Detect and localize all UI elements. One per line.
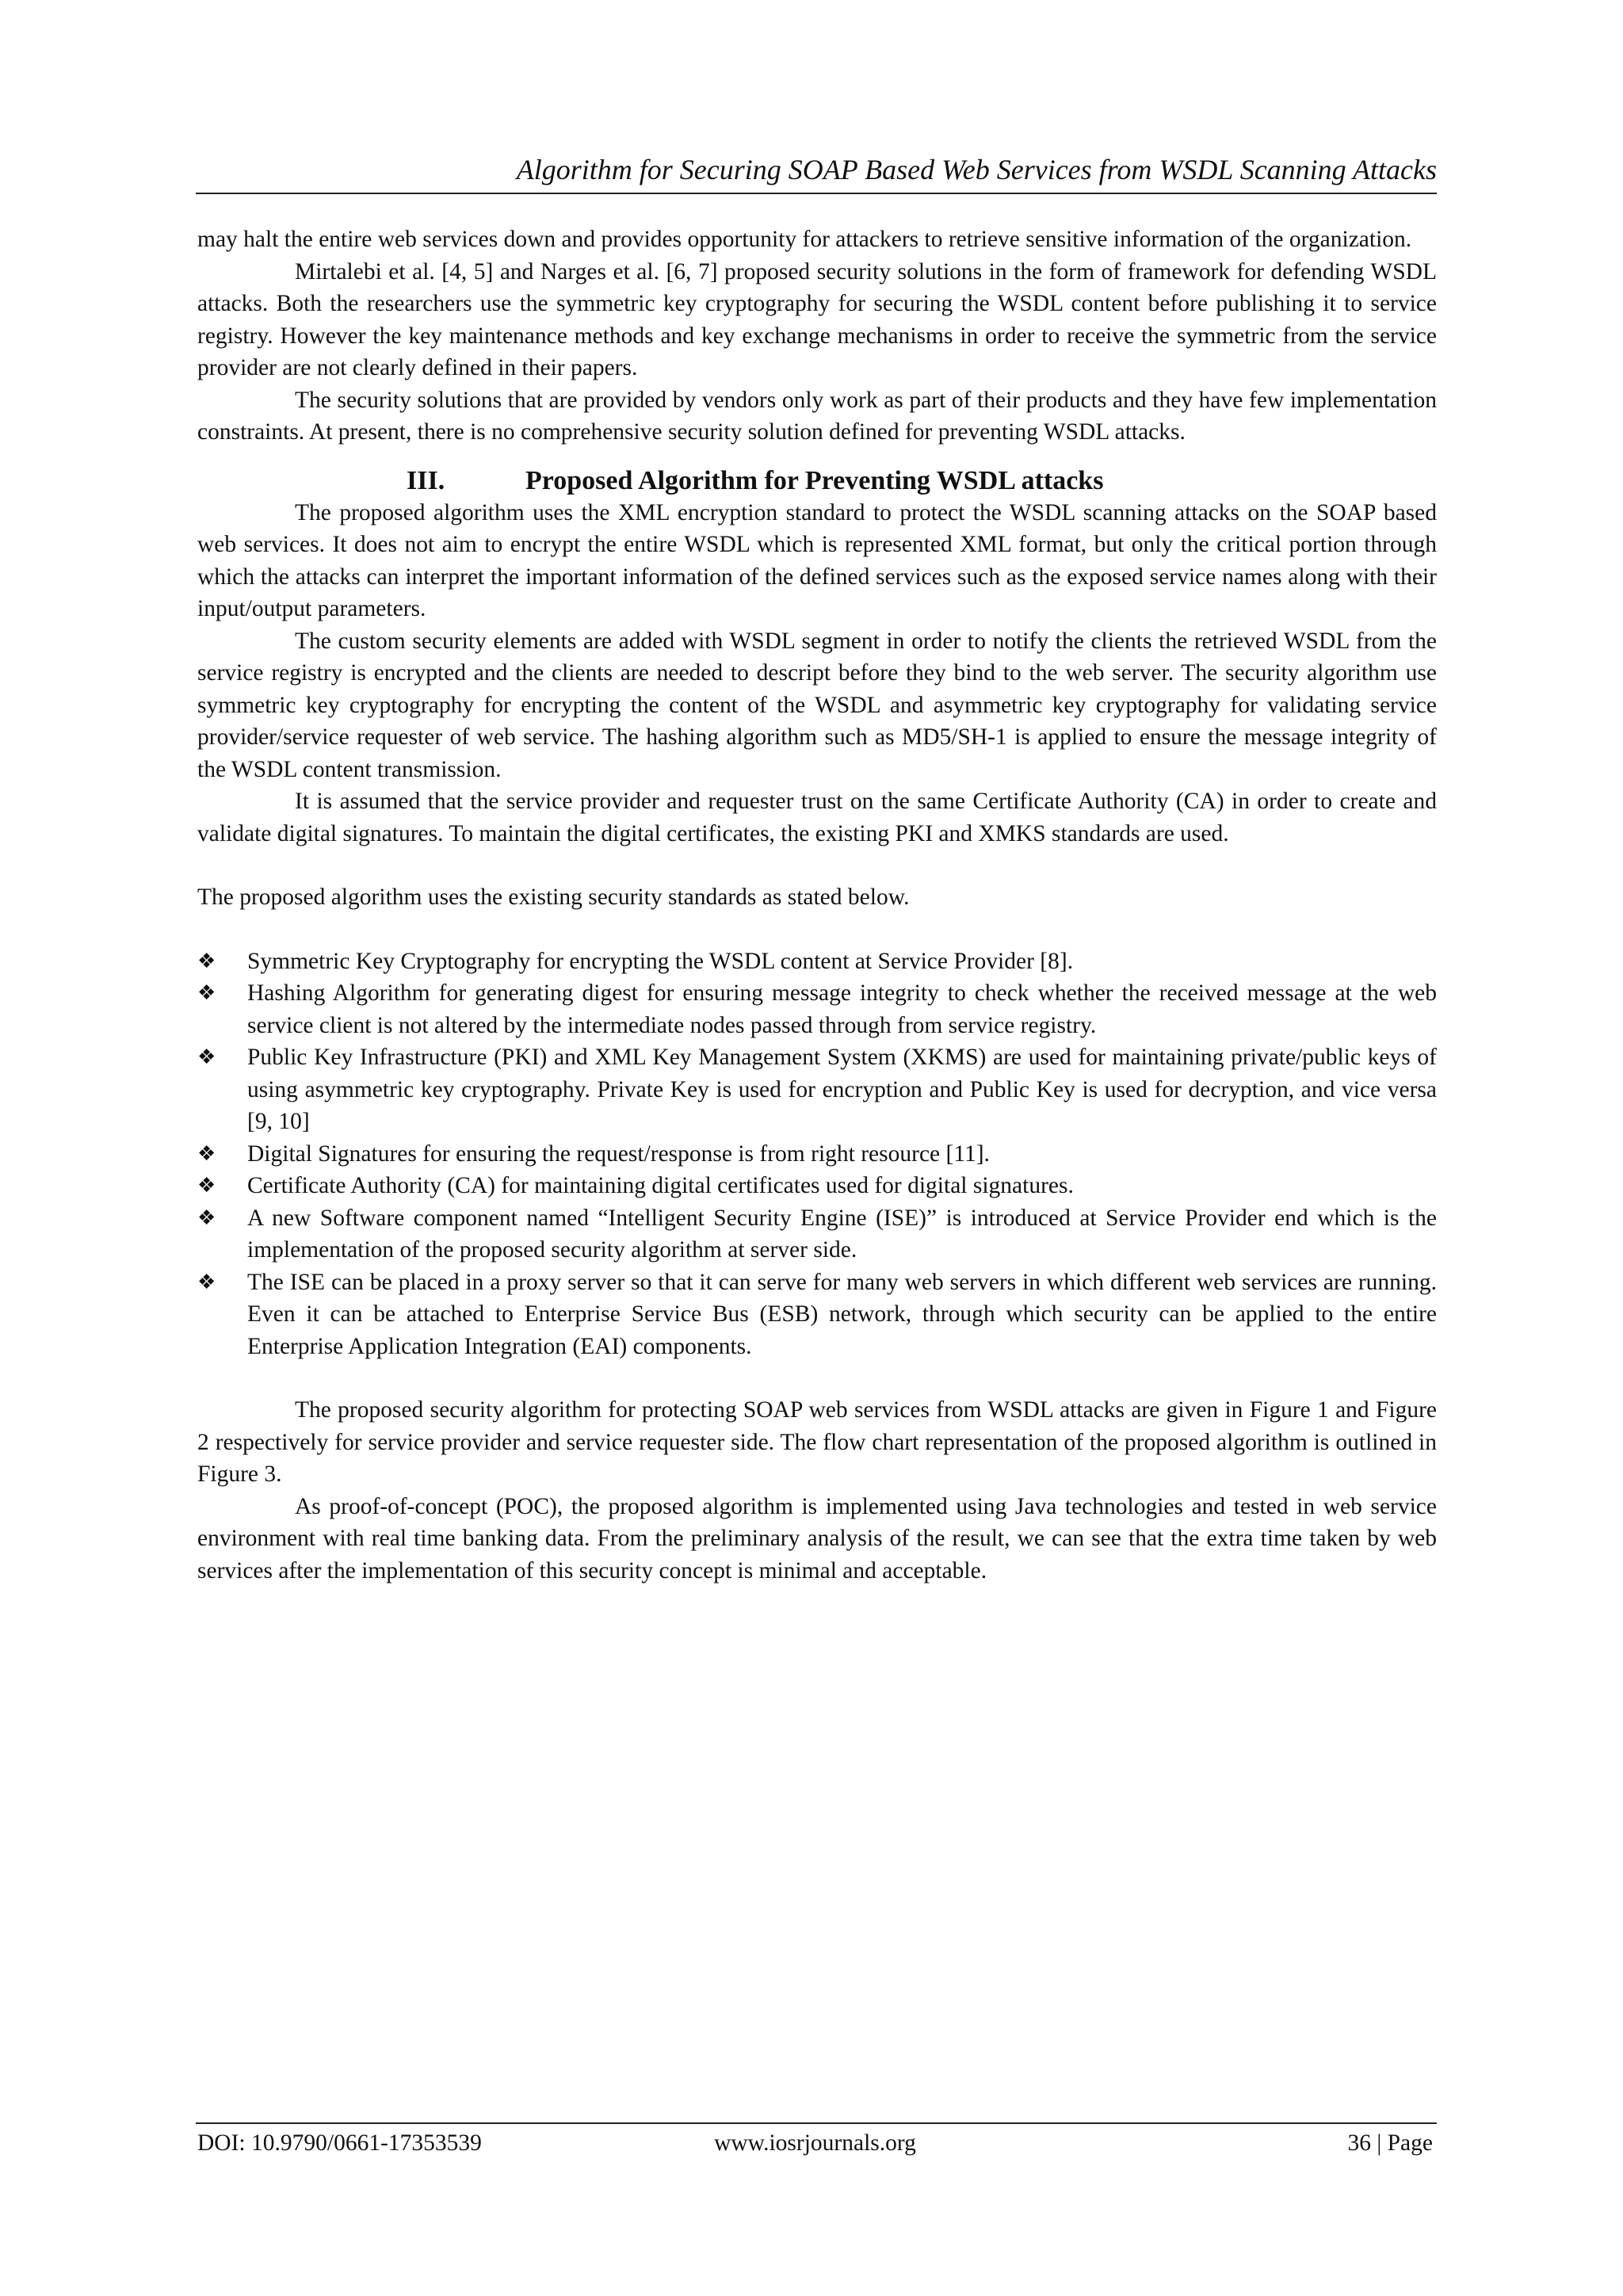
section-heading xyxy=(197,465,1437,497)
bullet-diamond-icon: ❖ xyxy=(197,1270,216,1294)
footer-website: www.iosrjournals.org xyxy=(714,2130,916,2156)
bullet-diamond-icon: ❖ xyxy=(197,1141,216,1166)
footer-page-number: 36 | Page xyxy=(1347,2130,1433,2156)
list-item-text: The ISE can be placed in a proxy server so that it can serve for many web servers in which different web services are running. Even it can be attached to Enterprise Service Bus (ESB) network, through which security can be applied to the entire Enterprise Application Integration (EAI) components. xyxy=(247,1269,1437,1359)
list-item-text: Symmetric Key Cryptography for encrypting the WSDL content at Service Provider [8]. xyxy=(247,948,1074,974)
list-item xyxy=(197,1041,1437,1138)
standards-list xyxy=(197,946,1437,1363)
list-item-text: A new Software component named “Intelligent Security Engine (ISE)” is introduced at Service Provider end which is the implementation of the proposed security algorithm at server side. xyxy=(247,1205,1437,1263)
list-item xyxy=(197,946,1437,978)
bullet-diamond-icon: ❖ xyxy=(197,1174,216,1198)
paragraph-related-work: Mirtalebi et al. [4, 5] and Narges et al. [6, 7] proposed security solutions in the form of framework for defending WSDL attacks. Both the researchers use the symmetric key cryptography for securing the WSDL content before publishing it to service registry. However the key maintenance methods and key exchange mechanisms in order to receive the symmetric from the service provider are not clearly defined in their papers. xyxy=(197,258,1437,380)
section-title: Proposed Algorithm for Preventing WSDL attacks xyxy=(525,465,1104,495)
list-item-text: Digital Signatures for ensuring the request/response is from right resource [11]. xyxy=(247,1140,990,1167)
bullet-diamond-icon: ❖ xyxy=(197,1205,216,1230)
list-item-text: Hashing Algorithm for generating digest for ensuring message integrity to check whether the received message at the web service client is not altered by the intermediate nodes passed through from service registry. xyxy=(247,980,1437,1038)
bullet-diamond-icon: ❖ xyxy=(197,1045,216,1069)
paragraph-xml-encryption: The proposed algorithm uses the XML encryption standard to protect the WSDL scanning attacks on the SOAP based web services. It does not aim to encrypt the entire WSDL which is represented XML format, but only the critical portion through which the attacks can interpret the important information of the defined services such as the exposed service names along with their input/output parameters. xyxy=(197,499,1437,621)
list-item xyxy=(197,1170,1437,1202)
running-header: Algorithm for Securing SOAP Based Web Services from WSDL Scanning Attacks xyxy=(516,154,1437,185)
footer-rule xyxy=(196,2122,1437,2124)
bullet-diamond-icon: ❖ xyxy=(197,981,216,1005)
footer-doi: DOI: 10.9790/0661-17353539 xyxy=(197,2130,482,2156)
list-item xyxy=(197,1202,1437,1266)
list-item xyxy=(197,1266,1437,1363)
spacer xyxy=(197,914,1437,946)
paragraph-standards-intro: The proposed algorithm uses the existing security standards as stated below. xyxy=(197,884,910,910)
list-item xyxy=(197,1138,1437,1171)
paragraph-custom-elements: The custom security elements are added with WSDL segment in order to notify the clients the retrieved WSDL from the service registry is encrypted and the clients are needed to descript before they bind to the web server. The security algorithm use symmetric key cryptography for encrypting the content of the WSDL and asymmetric key cryptography for validating service provider/service requester of web service. The hashing algorithm such as MD5/SH-1 is applied to ensure the message integrity of the WSDL content transmission. xyxy=(197,628,1437,782)
list-item xyxy=(197,977,1437,1041)
section-number: III. xyxy=(407,465,445,495)
spacer xyxy=(197,1362,1437,1394)
paragraph-figures-reference: The proposed security algorithm for protecting SOAP web services from WSDL attacks are given in Figure 1 and Figure 2 respectively for service provider and service requester side. The flow chart representation of the proposed algorithm is outlined in Figure 3. xyxy=(197,1397,1437,1487)
spacer xyxy=(197,850,1437,881)
paragraph-vendor-solutions: The security solutions that are provided by vendors only work as part of their products and they have few implementation constraints. At present, there is no comprehensive security solution defined for preventing WSDL attacks. xyxy=(197,387,1437,445)
list-item-text: Certificate Authority (CA) for maintaining digital certificates used for digital signatures. xyxy=(247,1173,1074,1198)
bullet-diamond-icon: ❖ xyxy=(197,949,216,973)
page-body xyxy=(197,223,1437,1587)
paragraph-continued: may halt the entire web services down and provides opportunity for attackers to retrieve sensitive information of the organization. xyxy=(197,227,1412,252)
paragraph-proof-of-concept: As proof-of-concept (POC), the proposed algorithm is implemented using Java technologies and tested in web service environment with real time banking data. From the preliminary analysis of the result, we can see that the extra time taken by web services after the implementation of this security concept is minimal and acceptable. xyxy=(197,1493,1437,1584)
header-rule xyxy=(196,193,1437,194)
list-item-text: Public Key Infrastructure (PKI) and XML Key Management System (XKMS) are used for maintaining private/public keys of using asymmetric key cryptography. Private Key is used for encryption and Public Key is used for decryption, and vice versa [9, 10] xyxy=(247,1045,1437,1134)
paragraph-trust-assumption: It is assumed that the service provider and requester trust on the same Certificate Authority (CA) in order to create and validate digital signatures. To maintain the digital certificates, the existing PKI and XMKS standards are used. xyxy=(197,789,1437,846)
